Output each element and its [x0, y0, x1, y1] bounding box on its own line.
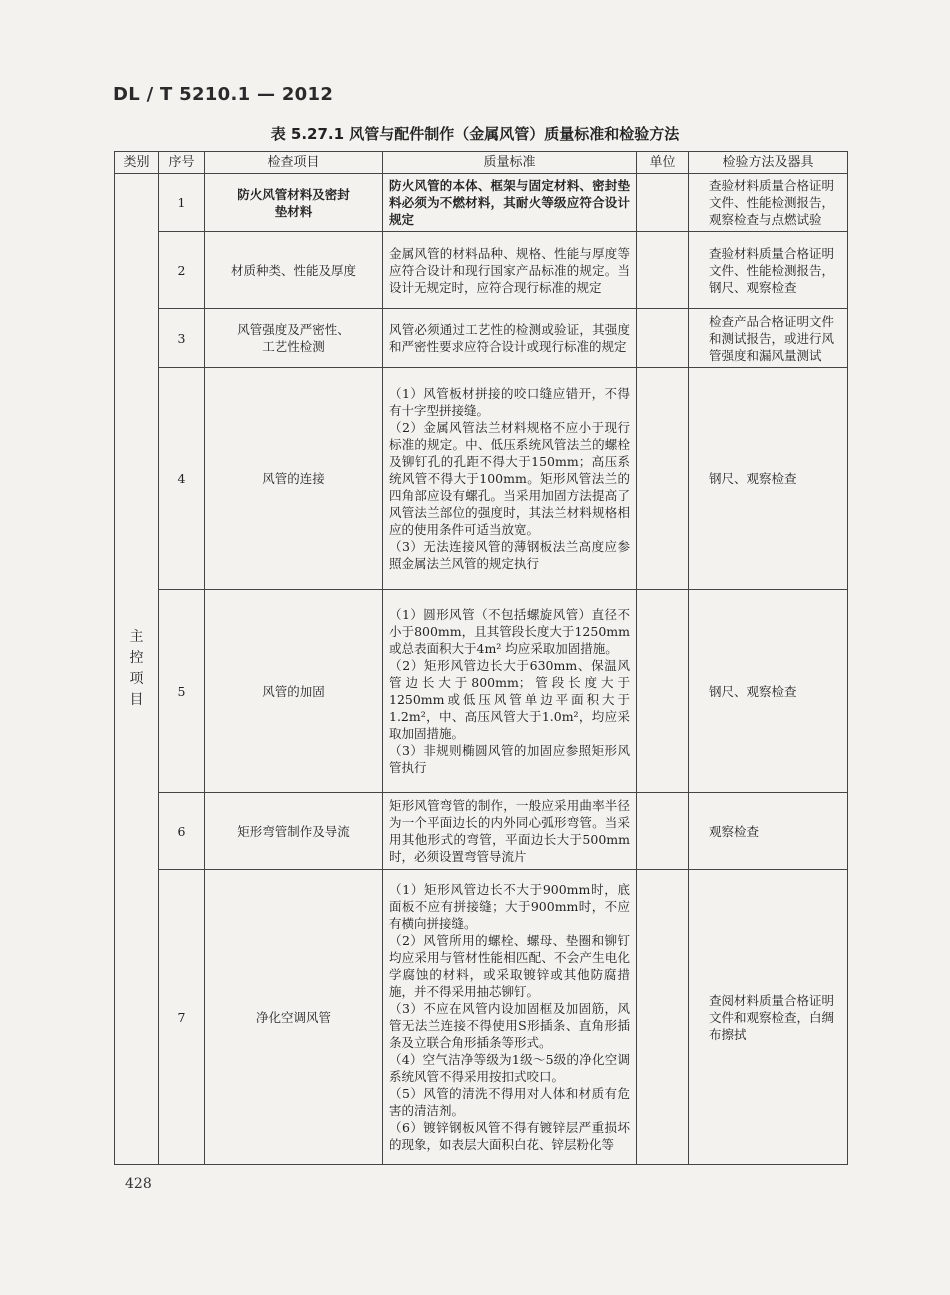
row-no: 3: [159, 309, 205, 368]
col-header-standard: 质量标准: [383, 152, 637, 174]
table-title: 表 5.27.1 风管与配件制作（金属风管）质量标准和检验方法: [270, 125, 680, 143]
row-no: 2: [159, 232, 205, 309]
check-item: 净化空调风管: [205, 870, 383, 1165]
unit-cell: [637, 174, 689, 232]
col-header-category: 类别: [115, 152, 159, 174]
unit-cell: [637, 793, 689, 870]
col-header-item: 检查项目: [205, 152, 383, 174]
check-item: 风管的连接: [205, 368, 383, 590]
check-item: 风管的加固: [205, 590, 383, 793]
row-no: 1: [159, 174, 205, 232]
inspection-method: 查验材料质量合格证明文件、性能检测报告，钢尺、观察检查: [689, 232, 848, 309]
quality-standard: 金属风管的材料品种、规格、性能与厚度等应符合设计和现行国家产品标准的规定。当设计无规定时，应符合现行标准的规定: [383, 232, 637, 309]
check-item: 防火风管材料及密封垫材料: [205, 174, 383, 232]
unit-cell: [637, 590, 689, 793]
quality-standard: （1）风管板材拼接的咬口缝应错开，不得有十字型拼接缝。 （2）金属风管法兰材料规格不应小于现行标准的规定。中、低压系统风管法兰的螺栓及铆钉孔的孔距不得大于150mm；高压系统风管不得大于100mm。矩形风管法兰的四角部应设有螺孔。当采用加固方法提高了风管法兰部位的强度时，其法兰材料规格相应的使用条件可适当放宽。 （3）无法连接风管的薄钢板法兰高度应参照金属法兰风管的规定执行: [383, 368, 637, 590]
quality-standard: （1）圆形风管（不包括螺旋风管）直径不小于800mm，且其管段长度大于1250mm或总表面积大于4m² 均应采取加固措施。 （2）矩形风管边长大于630mm、保温风管边长大于800mm；管段长度大于1250mm或低压风管单边平面积大于1.2m²，中、高压风管大于1.0m²，均应采取加固措施。 （3）非规则椭圆风管的加固应参照矩形风管执行: [383, 590, 637, 793]
col-header-unit: 单位: [637, 152, 689, 174]
inspection-method: 查验材料质量合格证明文件、性能检测报告，观察检查与点燃试验: [689, 174, 848, 232]
check-item: 材质种类、性能及厚度: [205, 232, 383, 309]
quality-standard: （1）矩形风管边长不大于900mm时，底面板不应有拼接缝；大于900mm时，不应有横向拼接缝。 （2）风管所用的螺栓、螺母、垫圈和铆钉均应采用与管材性能相匹配、不会产生电化学腐蚀的材料，或采取镀锌或其他防腐措施，并不得采用抽芯铆钉。 （3）不应在风管内设加固框及加固筋，风管无法兰连接不得使用S形插条、直角形插条及立联合角形插条等形式。 （4）空气洁净等级为1级～5级的净化空调系统风管不得采用按扣式咬口。 （5）风管的清洗不得用对人体和材质有危害的清洁剂。 （6）镀锌钢板风管不得有镀锌层严重损坏的现象，如表层大面积白花、锌层粉化等: [383, 870, 637, 1165]
table-row: [115, 870, 848, 1165]
col-header-no: 序号: [159, 152, 205, 174]
inspection-method: 查阅材料质量合格证明文件和观察检查，白绸布擦拭: [689, 870, 848, 1165]
quality-standard: 防火风管的本体、框架与固定材料、密封垫料必须为不燃材料，其耐火等级应符合设计规定: [383, 174, 637, 232]
table-row: [115, 793, 848, 870]
table-row: [115, 590, 848, 793]
page-number: 428: [125, 1176, 152, 1192]
category-label: 主控项目: [129, 629, 144, 708]
inspection-method: 观察检查: [689, 793, 848, 870]
table-row: [115, 368, 848, 590]
inspection-method: 检查产品合格证明文件和测试报告，或进行风管强度和漏风量测试: [689, 309, 848, 368]
unit-cell: [637, 368, 689, 590]
row-no: 7: [159, 870, 205, 1165]
row-no: 5: [159, 590, 205, 793]
quality-standard: 风管必须通过工艺性的检测或验证，其强度和严密性要求应符合设计或现行标准的规定: [383, 309, 637, 368]
inspection-method: 钢尺、观察检查: [689, 590, 848, 793]
quality-standard: 矩形风管弯管的制作，一般应采用曲率半径为一个平面边长的内外同心弧形弯管。当采用其他形式的弯管，平面边长大于500mm时，必须设置弯管导流片: [383, 793, 637, 870]
check-item: 风管强度及严密性、工艺性检测: [205, 309, 383, 368]
table-header-row: [115, 152, 848, 174]
unit-cell: [637, 232, 689, 309]
col-header-method: 检验方法及器具: [689, 152, 848, 174]
inspection-method: 钢尺、观察检查: [689, 368, 848, 590]
unit-cell: [637, 309, 689, 368]
quality-standard-table: [114, 151, 848, 1165]
row-no: 4: [159, 368, 205, 590]
table-row: [115, 232, 848, 309]
table-row: [115, 309, 848, 368]
unit-cell: [637, 870, 689, 1165]
table-row: [115, 174, 848, 232]
row-no: 6: [159, 793, 205, 870]
standard-id: DL / T 5210.1 — 2012: [113, 84, 334, 105]
check-item: 矩形弯管制作及导流: [205, 793, 383, 870]
category-cell: [115, 174, 159, 1165]
